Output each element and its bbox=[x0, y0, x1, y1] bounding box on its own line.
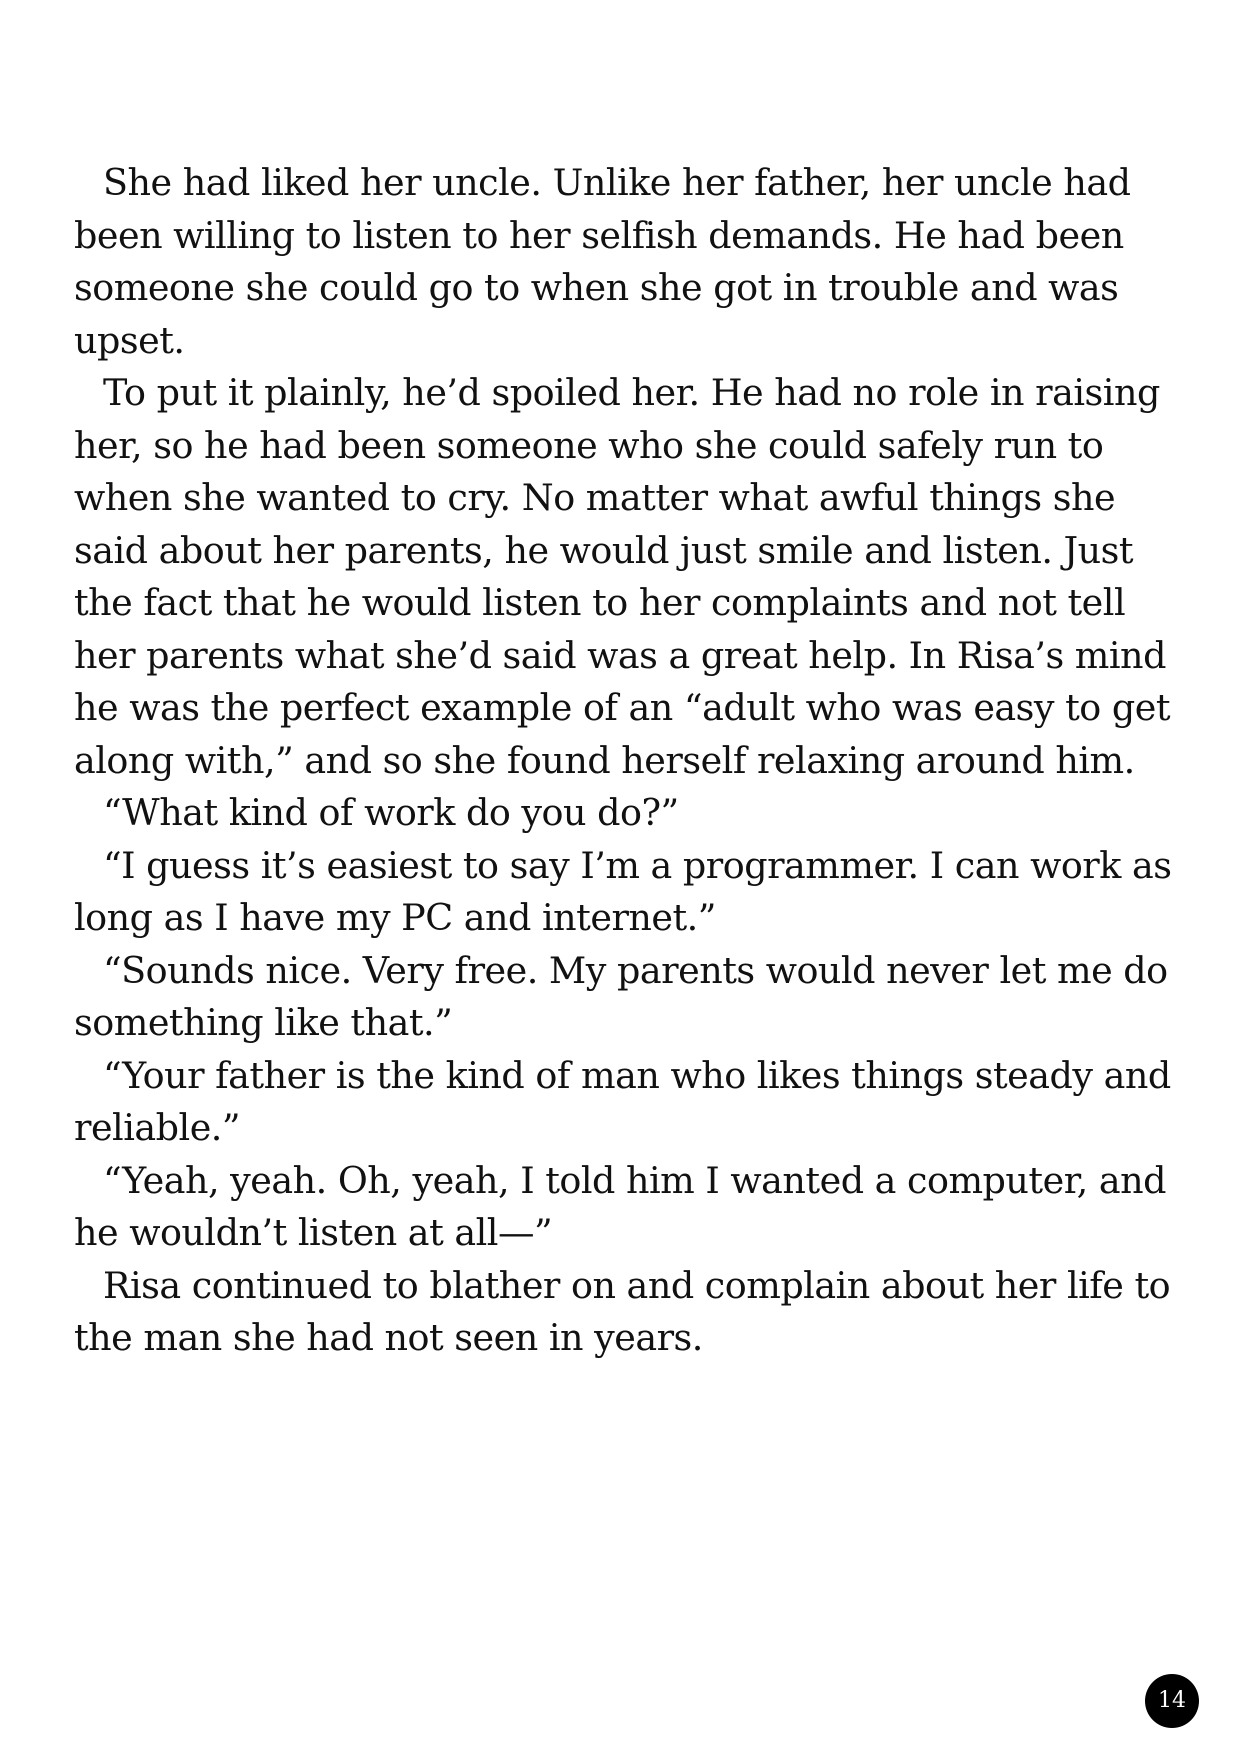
paragraph: “Your father is the kind of man who likes things steady and reliable.” bbox=[74, 1053, 1171, 1149]
body-text bbox=[74, 157, 1174, 1365]
paragraph: She had liked her uncle. Unlike her father, her uncle had been willing to listen to her selfish demands. He had been someone she could go to when she got in trouble and was upset. bbox=[74, 161, 1131, 362]
paragraph: “What kind of work do you do?” bbox=[103, 791, 679, 834]
paragraph: Risa continued to blather on and complain about her life to the man she had not seen in years. bbox=[74, 1263, 1171, 1359]
page-number-badge: 14 bbox=[1145, 1674, 1199, 1728]
paragraph: “Yeah, yeah. Oh, yeah, I told him I wanted a computer, and he wouldn’t listen at all—” bbox=[74, 1158, 1166, 1254]
paragraph: “I guess it’s easiest to say I’m a programmer. I can work as long as I have my PC and internet.” bbox=[74, 843, 1172, 939]
paragraph: “Sounds nice. Very free. My parents would never let me do something like that.” bbox=[74, 948, 1168, 1044]
paragraph: To put it plainly, he’d spoiled her. He had no role in raising her, so he had been someone who she could safely run to when she wanted to cry. No matter what awful things she said about her parents, he would just smile and listen. Just the fact that he would listen to her complaints and not tell her parents what she’d said was a great help. In Risa’s mind he was the perfect example of an “adult who was easy to get along with,” and so she found herself relaxing around him. bbox=[74, 371, 1171, 782]
